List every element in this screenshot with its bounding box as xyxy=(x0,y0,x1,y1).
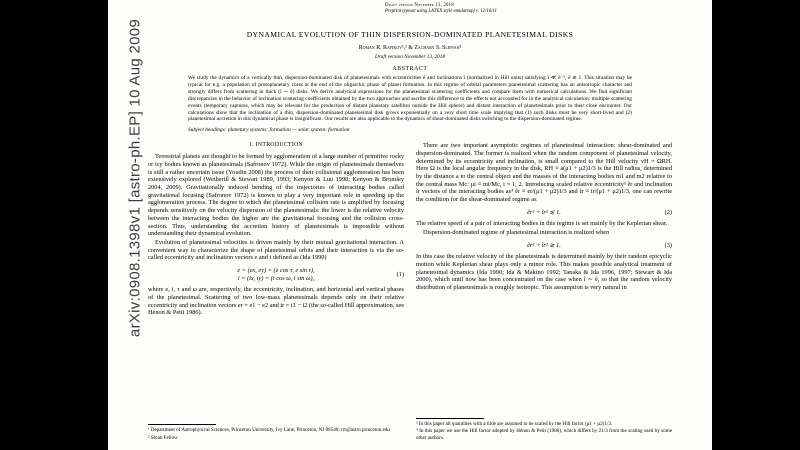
page-content xyxy=(148,3,672,442)
intro-paragraph-3: where e, i, τ and ω are, respectively, the eccentricity, inclination, and horizontal and vertical phases of the planetesimal. Scattering of two low-mass planetesimals depends only on their relative eccentricity and inclination vectors er = e1 − e2 and ir = i1 − i2 (the so-called Hill approximation, see Hénon & Petit 1986). xyxy=(148,286,404,317)
footnote-hill-factor: ⁴ In this paper we use the Hill factor adopted by Hénon & Petit (1986), which differs by 21/3 from the scaling used by some other authors. xyxy=(416,428,672,441)
paper-page xyxy=(108,0,712,450)
abstract-heading: ABSTRACT xyxy=(392,66,428,73)
shear-regime-paragraph: The relative speed of a pair of interacting bodies in this regime is set mainly by the Keplerian shear. xyxy=(416,220,668,228)
authors-line: Roman R. Rafikov¹,² & Zachary S. Slepian³ xyxy=(358,45,462,52)
equation-1 xyxy=(148,267,404,282)
subject-headings: Subject headings: planetary systems: formation — solar system: formation xyxy=(188,127,350,134)
equation-1-line1: e = (ex, ey) = (e cos τ, e sin τ), xyxy=(237,266,315,274)
draft-header-line1: Draft version November 13, 2018 xyxy=(385,3,454,8)
left-footnote-rule xyxy=(148,424,216,425)
equation-1-line2: i = (ix, iy) = (i cos ω, i sin ω), xyxy=(237,274,315,282)
equation-2-number: (2) xyxy=(664,208,672,216)
right-column-spacer xyxy=(416,293,672,418)
abstract-text: We study the dynamics of a vertically thin, dispersion-dominated disk of planetesimals with eccentricities ẽ and inclinations ĩ (normalized in Hill units) satisfying ĩ ≪ ẽ⁻², ẽ ≳ 1. This situation may be typical for e.g. a population of protoplanetary cores at the end of the oligarchic phase of planet formation. In this regime of orbital parameters planetesimal scattering has an anisotropic character and strongly differs from scattering in thick (ĩ ∼ ẽ) disks. We derive analytical expressions for the planetesimal scattering coefficients and compare them with numerical calculations. We find significant discrepancies in the behavior of inclination scattering coefficients obtained by the two approaches and ascribe this difference to the effects not accounted for in the analytical calculation: multiple scattering events (temporary captures, which may be relevant for the production of distant planetary satellites outside the Hill sphere) and distant interaction of planetesimals prior to their close encounter. Our calculations show that the inclination of a thin, dispersion-dominated planetesimal disk grows exponentially on a very short time scale implying that (1) such disks must be very short-lived and (2) planetesimal accretion in this dynamical phase is insignificant. Our results are also applicable to the dynamics of shear-dominated disks switching to the dispersion-dominated regime. xyxy=(188,75,632,123)
equation-3 xyxy=(416,242,672,250)
dispersion-regime-paragraph: Dispersion-dominated regime of planetesimal interaction is realized when xyxy=(423,229,610,237)
epicyclic-paragraph: In this case the relative velocity of the planetesimals is determined mainly by their random epicyclic motion while Keplerian shear plays only a minor role. This makes possible analytical treatment of planetesimal dynamics (Ida 1990; Ida & Makino 1992; Tanaka & Ida 1996, 1997; Stewart & Ida 2000), which until now has been concentrated on the case when ĩ ∼ ẽ, so that the random velocity distribution of planetesimals is roughly isotropic. This assumption is very natural in xyxy=(416,253,672,292)
equation-1-body xyxy=(148,267,404,282)
intro-paragraph-1: Terrestrial planets are thought to be formed by agglomeration of a large number of primitive rocky or icy bodies known as planetesimals (Safronov 1972). While the origin of planetesimals themselves is still a rather uncertain issue (Youdin 2008) the process of their collisional agglomeration has been extensively explored (Wetherill & Stewart 1989, 1993; Kenyon & Luu 1998; Kenyon & Bromley 2004, 2009). Gravitationally induced bending of the trajectories of interacting bodies called gravitational focusing (Safronov 1972) is known to play a very important role in speeding up the agglomeration process. The degree to which the planetesimal collision rate is amplified by focusing depends sensitively on the velocity dispersion of the planetesimals: the lower is the relative velocity between the interacting bodies the higher are the gravitational focusing and the collision cross-section. Thus, understanding the accretion history of planetesimals is impossible without understanding their dynamical evolution. xyxy=(148,153,404,238)
two-column-body xyxy=(148,142,672,442)
equation-3-body: ẽr² + ĩr² ≳ 1. xyxy=(527,241,561,249)
equation-1-number: (1) xyxy=(396,270,404,278)
footnote-sloan-fellow: ² Sloan Fellow xyxy=(148,434,178,441)
draft-version-line: Draft version November 13, 2018 xyxy=(375,54,445,61)
footnote-tilde-scaling: ³ In this paper all quantities with a tilde are assumed to be scaled by the Hill factor (μ1 + μ2)1/3. xyxy=(416,420,613,427)
equation-3-number: (3) xyxy=(664,241,672,249)
left-column-spacer xyxy=(148,318,404,424)
right-footnote-rule xyxy=(416,418,484,419)
regimes-paragraph: There are two important asymptotic regimes of planetesimal interaction: shear-dominated and dispersion-dominated. The former is realized when the random component of planetesimal velocity, determined by its eccentricity and inclination, is small compared to the Hill velocity vH = ΩRH. Here Ω is the local angular frequency in the disk, RH ≡ a(μ1 + μ2)1/3 is the Hill radius, determined by the distance a to the central object and the masses of the interacting bodies m1 and m2 relative to the central mass Mc: μi ≡ mi/Mc, i = 1, 2. Introducing scaled relative eccentricity³ ẽr and inclination ĩr vectors of the interacting bodies as⁴ ẽr ≡ er/(μ1 + μ2)1/3 and ĩr ≡ ir/(μ1 + μ2)1/3, one can rewrite the condition for the shear-dominated regime as xyxy=(416,142,672,204)
equation-2-body: ẽr² + ĩr² ≲ 1. xyxy=(527,208,561,216)
arxiv-watermark: arXiv:0908.1398v1 [astro-ph.EP] 10 Aug 2009 xyxy=(126,18,144,338)
section-heading-introduction: 1. INTRODUCTION xyxy=(248,142,304,149)
right-column xyxy=(416,142,672,442)
draft-header-line2: Preprint typeset using LATEX style emulateapj v. 12/16/11 xyxy=(385,9,497,15)
footnote-affiliation: ¹ Department of Astrophysical Sciences, Princeton University, Ivy Lane, Princeton, NJ 08540; rrr@astro.princeton.edu xyxy=(148,427,390,434)
left-column xyxy=(148,142,404,442)
equation-2 xyxy=(416,209,672,217)
paper-title: DYNAMICAL EVOLUTION OF THIN DISPERSION-DOMINATED PLANETESIMAL DISKS xyxy=(246,29,574,39)
draft-header xyxy=(385,3,672,16)
intro-paragraph-2: Evolution of planetesimal velocities is driven mainly by their mutual gravitational interaction. A convenient way to characterize the shape of planetesimal orbits and their interaction is via the so-called eccentricity and inclination vectors e and i defined as (Ida 1990) xyxy=(148,238,404,262)
